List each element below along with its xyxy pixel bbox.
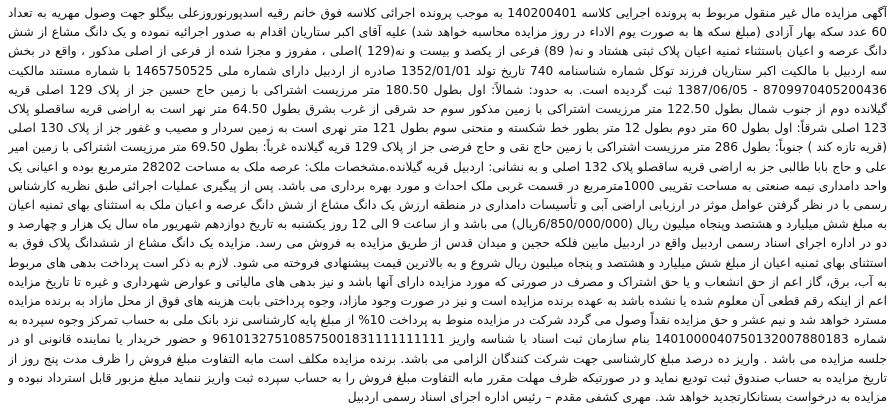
notice-body-text: آگهی مزایده مال غیر منقول مربوط به پرونده اجرایی کلاسه 140200401 به موجب پرونده اجرائی کلاسه فوق خانم رقیه اسدپورنوروزعلی بیگلو جهت وصول مهریه به تعداد 60 عدد سکه بهار آزادی (مبلغ سکه ها به صورت یوم الاداء در روز مزایده محاسبه خواهد شد) علیه آقای اکبر ستاریان اقدام به صدور اجرائیه نموده و یک دانگ مشاع از شش دانگ عرصه و اعیان باستثناء ثمنیه اعیان پلاک ثبتی هشتاد و نه( 89) فرعی از یکصد و بیست و نه(129 )اصلی ، مفروز و مجزا شده از فرعی از اصلی مذکور ، واقع در بخش سه اردبیل با مالکیت اکبر ستاریان فرزند توکل شماره شناسنامه 740 تاریخ تولد 1352/01/01 صادره از اردبیل دارای شماره ملی 1465750525 با شماره مستند مالکیت 8709970405200436 - 1387/06/05 ثبت گردیده است. به حدود: شمالاً: اول بطول 180.50 متر مرزیست اشتراکی با زمین حاج حسین جز از پلاک 129 اصلی قریه گیلانده دوم از جنوب شمال بطول 122.50 متر مرزیست اشتراکی با زمین مذکور سوم حد شرقی از غرب بشرق بطول 64.50 متر نهر است به اراضی قریه ساقصلو پلاک 123 اصلی شرقاً: اول بطول 60 متر دوم بطول 12 متر بطور خط شکسته و منحنی سوم بطول 121 متر نهری است به زمین سردار و مصیب و غفور جز از پلاک 130 اصلی (قریه تازه کند ) جنوباً: بطول 286 متر مرزیست اشتراکی با زمین حاج نقی و حاج فرضی جز از پلاک 129 قریه گیلانده غرباً: بطول 69.50 متر مرزیست اشتراکی با زمین امیر علی و حاج بابا طالبی جز به اراضی قریه ساقصلو پلاک 132 اصلی و به نشانی: اردبیل قریه گیلانده.مشخصات ملک: عرصه ملک به مساحت 28202 مترمربع بوده و اعیانی یک واحد دامداری نیمه صنعتی به مساحت تقریبی 1000مترمربع در قسمت غربی ملک احداث و مورد بهره برداری می باشد. پس از پیگیری عملیات اجرائی طبق نظریه کارشناس رسمی با در نظر گرفتن عوامل موثر در ارزیابی اراضی آبی و تأسیسات دامداری در منطقه ارزش یک دانگ مشاع از شش دانگ عرصه و اعیان ملک به استثنای بهای ثمنیه اعیان به مبلغ شش میلیارد و هشتصد وپنجاه میلیون ریال (6/850/000/000ریال) می باشد و از ساعت 9 الی 12 روز یکشنبه به تاریخ دوازدهم شهریور ماه سال یک هزار و چهارصد و دو در اداره اجرای اسناد رسمی اردبیل واقع در اردبیل مابین فلکه حجین و میدان قدس از طریق مزایده به فروش می رسد. مزایده یک دانگ مشاع از ششدانگ پلاک فوق به استثنای بهای ثمنیه اعیان از مبلغ شش میلیارد و هشتصد و پنجاه میلیون ریال شروع و به بالاترین قیمت پیشنهادی فروخته می شود. لازم به ذکر است پرداخت بدهی های مربوط به آب، برق، گاز اعم از حق انشعاب و یا حق اشتراک و مصرف در صورتی که مورد مزایده دارای آنها باشد و نیز بدهی های مالیاتی و عوارض شهرداری و غیره تا تاریخ مزایده اعم از اینکه رقم قطعی آن معلوم شده یا نشده باشد به عهده برنده مزایده است و نیز در صورت وجود مازاد، وجوه پرداختی بابت هزینه های فوق از محل مازاد به برنده مزایده مسترد خواهد شد و نیم عشر و حق مزایده نقداً وصول می گردد شرکت در مزایده منوط به پرداخت 10% از مبلغ پایه کارشناسی نزد بانک ملی به حساب تمرکز وجوه سپرده به شماره 1401000040750132007880183 بنام سازمان ثبت اسناد با شناسه واریز 961013275108575001831111111111 و حضور خریدار یا نماینده قانونی او در جلسه مزایده می باشد . واریز ده درصد مبلغ کارشناسی جهت شرکت کنندگان الزامی می باشد. برنده مزایده مکلف است مابه التفاوت مبلغ فروش را ظرف مدت پنج روز از تاریخ مزایده به حساب صندوق ثبت تودیع نماید و در صورتیکه ظرف مهلت مقرر مابه التفاوت مبلغ فروش را به حساب سپرده ثبت واریز ننماید مبلغ مزبور قابل استرداد نبوده و مزایده به درخواست بستانکارتجدید خواهد شد. مهری کشفی مقدم – رئیس اداره اجرای اسناد رسمی اردبیل [8,6,887,405]
auction-notice [8,4,887,407]
